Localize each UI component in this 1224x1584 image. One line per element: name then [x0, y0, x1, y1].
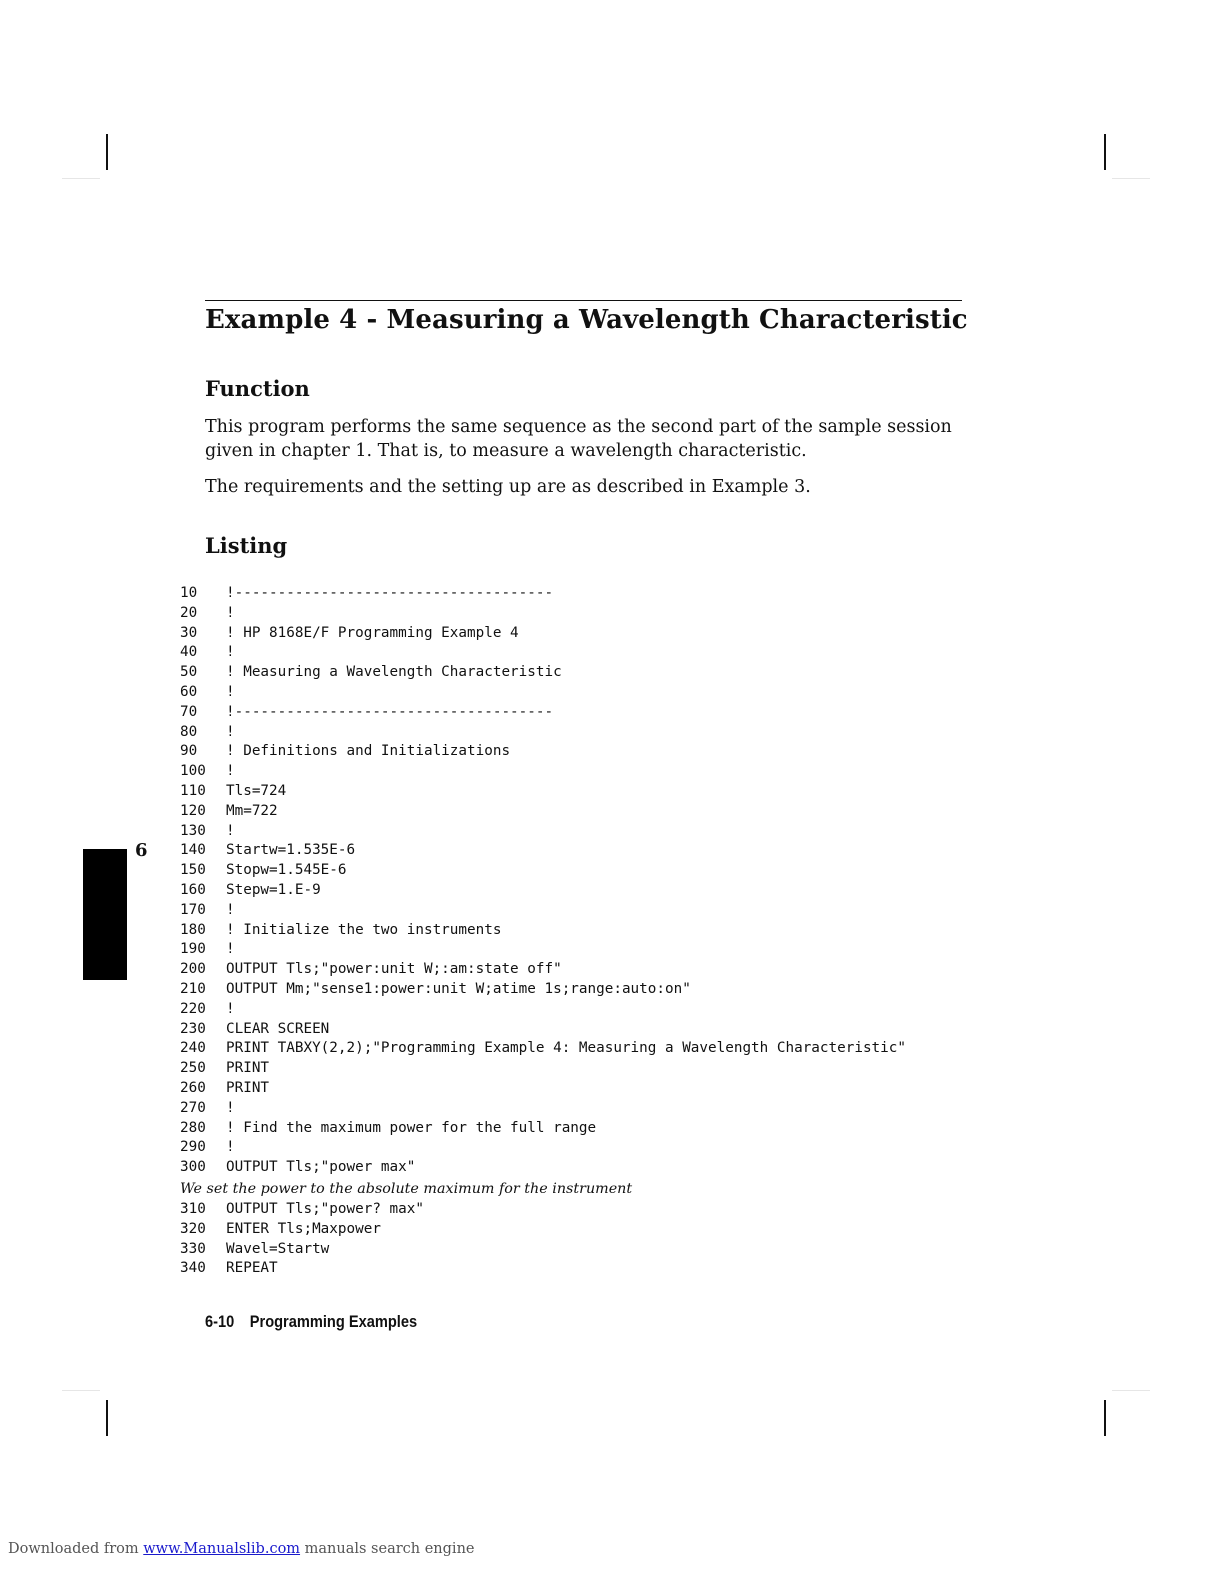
- code-text: !: [226, 644, 235, 661]
- code-text: !-------------------------------------: [226, 703, 554, 720]
- line-number: 20: [180, 604, 198, 621]
- code-line: [180, 1138, 906, 1158]
- code-text: ! HP 8168E/F Programming Example 4: [226, 624, 519, 641]
- chapter-number: 6: [135, 840, 148, 861]
- line-number: 80: [180, 723, 198, 740]
- code-line: [180, 881, 906, 901]
- title-rule: [205, 300, 962, 301]
- line-number: 180: [180, 921, 206, 938]
- crop-mark-bottom-right: [1104, 1400, 1106, 1436]
- line-number: 310: [180, 1200, 206, 1217]
- line-number: 330: [180, 1240, 206, 1257]
- code-text: Stepw=1.E-9: [226, 881, 321, 898]
- line-number: 10: [180, 585, 198, 601]
- code-line: [180, 921, 906, 941]
- line-number: 300: [180, 1159, 206, 1176]
- code-line: [180, 742, 906, 762]
- code-line: [180, 822, 906, 842]
- code-text: OUTPUT Mm;"sense1:power:unit W;atime 1s;range:auto:on": [226, 980, 691, 997]
- function-heading: Function: [205, 376, 310, 401]
- chapter-tab: [83, 849, 127, 980]
- page-footer: [205, 1312, 417, 1332]
- footer-page-number: 6-10: [205, 1312, 235, 1331]
- download-prefix: Downloaded from: [8, 1541, 139, 1557]
- manualslib-link[interactable]: www.Manualslib.com: [143, 1541, 301, 1557]
- line-number: 120: [180, 802, 206, 819]
- crop-mark-top-left: [106, 134, 108, 170]
- code-line: [180, 1020, 906, 1040]
- line-number: 70: [180, 703, 198, 720]
- line-number: 100: [180, 763, 206, 780]
- line-number: 280: [180, 1119, 206, 1136]
- listing-annotation: We set the power to the absolute maximum for the instrument: [180, 1180, 633, 1197]
- code-text: !-------------------------------------: [226, 585, 554, 601]
- line-number: 40: [180, 644, 198, 661]
- code-text: Tls=724: [226, 782, 287, 799]
- crop-mark-bottom-left: [106, 1400, 108, 1436]
- code-text: PRINT TABXY(2,2);"Programming Example 4: Measuring a Wavelength Characteristic": [226, 1040, 906, 1057]
- code-line: [180, 861, 906, 881]
- download-suffix: manuals search engine: [304, 1541, 475, 1557]
- code-text: OUTPUT Tls;"power:unit W;:am:state off": [226, 961, 562, 978]
- code-text: !: [226, 901, 235, 918]
- line-number: 170: [180, 901, 206, 918]
- code-line: [180, 624, 906, 644]
- function-paragraph-2: The requirements and the setting up are as described in Example 3.: [205, 477, 811, 497]
- listing-heading: Listing: [205, 533, 288, 558]
- code-line: [180, 643, 906, 663]
- line-number: 320: [180, 1220, 206, 1237]
- line-number: 240: [180, 1040, 206, 1057]
- line-number: 140: [180, 842, 206, 859]
- code-line: [180, 1119, 906, 1139]
- code-line: [180, 703, 906, 723]
- code-line: [180, 1079, 906, 1099]
- code-text: PRINT: [226, 1060, 270, 1077]
- code-text: ! Measuring a Wavelength Characteristic: [226, 664, 562, 681]
- line-number: 110: [180, 782, 206, 799]
- code-line: [180, 1158, 906, 1178]
- code-text: Mm=722: [226, 802, 278, 819]
- code-line: [180, 901, 906, 921]
- code-text: OUTPUT Tls;"power max": [226, 1159, 416, 1176]
- code-line: [180, 1059, 906, 1079]
- line-number: 160: [180, 881, 206, 898]
- line-number: 200: [180, 961, 206, 978]
- page-title: Example 4 - Measuring a Wavelength Characteristic: [205, 305, 968, 335]
- code-line: [180, 723, 906, 743]
- code-text: ! Initialize the two instruments: [226, 921, 502, 938]
- line-number: 190: [180, 941, 206, 958]
- line-number: 210: [180, 980, 206, 997]
- code-text: !: [226, 1139, 235, 1156]
- code-line: [180, 1240, 906, 1260]
- line-number: 150: [180, 862, 206, 879]
- line-number: 290: [180, 1139, 206, 1156]
- line-number: 270: [180, 1099, 206, 1116]
- code-text: !: [226, 941, 235, 958]
- code-text: REPEAT: [226, 1260, 278, 1277]
- code-line: [180, 1000, 906, 1020]
- line-number: 130: [180, 822, 206, 839]
- footer-section-title: Programming Examples: [249, 1312, 418, 1331]
- line-number: 60: [180, 683, 198, 700]
- line-number: 250: [180, 1060, 206, 1077]
- code-text: Stopw=1.545E-6: [226, 862, 347, 879]
- download-banner: [8, 1541, 475, 1557]
- code-text: PRINT: [226, 1079, 270, 1096]
- line-number: 260: [180, 1079, 206, 1096]
- line-number: 230: [180, 1020, 206, 1037]
- code-text: !: [226, 1000, 235, 1017]
- code-text: Startw=1.535E-6: [226, 842, 356, 859]
- crop-hairline-top-left: [62, 178, 100, 179]
- crop-hairline-bottom-left: [62, 1390, 100, 1391]
- line-number: 220: [180, 1000, 206, 1017]
- code-line: [180, 604, 906, 624]
- code-text: ! Definitions and Initializations: [226, 743, 511, 760]
- code-line: [180, 1200, 906, 1220]
- code-text: !: [226, 1099, 235, 1116]
- function-paragraph-1: This program performs the same sequence as the second part of the sample session given in chapter 1. That is, to measure a wavelength characteristic.: [205, 417, 952, 461]
- code-text: !: [226, 604, 235, 621]
- code-line: [180, 762, 906, 782]
- line-number: 340: [180, 1260, 206, 1277]
- code-text: !: [226, 822, 235, 839]
- code-line: [180, 841, 906, 861]
- code-line: [180, 802, 906, 822]
- code-text: !: [226, 723, 235, 740]
- line-number: 50: [180, 664, 198, 681]
- code-line: [180, 940, 906, 960]
- code-line: [180, 1259, 906, 1279]
- code-line: [180, 1039, 906, 1059]
- crop-hairline-top-right: [1112, 178, 1150, 179]
- code-text: ! Find the maximum power for the full range: [226, 1119, 597, 1136]
- code-listing: [180, 584, 906, 1279]
- code-line: [180, 663, 906, 683]
- code-line: [180, 1220, 906, 1240]
- code-text: Wavel=Startw: [226, 1240, 330, 1257]
- code-line: [180, 782, 906, 802]
- line-number: 30: [180, 624, 198, 641]
- line-number: 90: [180, 743, 198, 760]
- code-line: [180, 980, 906, 1000]
- crop-hairline-bottom-right: [1112, 1390, 1150, 1391]
- code-text: OUTPUT Tls;"power? max": [226, 1200, 424, 1217]
- code-line: [180, 960, 906, 980]
- crop-mark-top-right: [1104, 134, 1106, 170]
- code-text: ENTER Tls;Maxpower: [226, 1220, 381, 1237]
- code-line: [180, 1099, 906, 1119]
- code-text: CLEAR SCREEN: [226, 1020, 330, 1037]
- code-text: !: [226, 763, 235, 780]
- code-line: [180, 683, 906, 703]
- code-text: !: [226, 683, 235, 700]
- code-line: [180, 584, 906, 604]
